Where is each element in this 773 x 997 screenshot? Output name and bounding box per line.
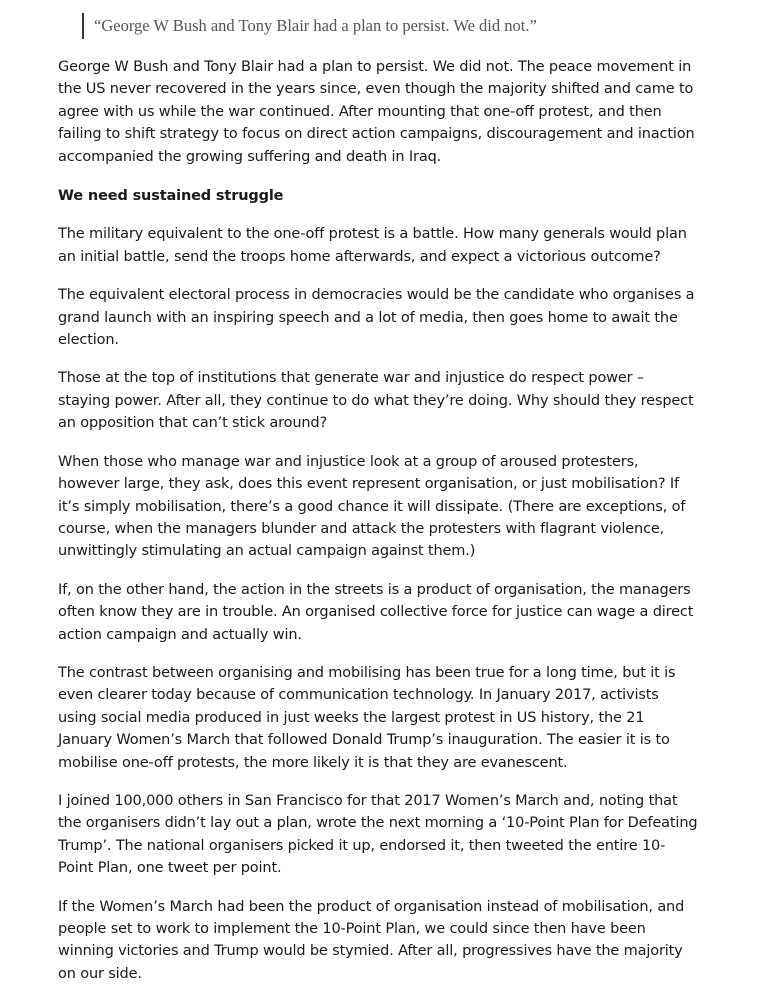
text-line: January Women’s March that followed Donald Trump’s inauguration. The easier it is to [58,732,670,749]
text-line: course, when the managers blunder and attack the protesters with flagrant violence, [58,520,665,537]
text-line: Those at the top of institutions that generate war and injustice do respect power – [58,370,645,387]
text-line: failing to shift strategy to focus on direct action campaigns, discouragement and inaction [58,126,695,143]
text-line: even clearer today because of communication technology. In January 2017, activists [58,687,659,704]
text-line: unwittingly stimulating an actual campaign against them.) [58,543,476,560]
text-line: Trump’. The national organisers picked it up, endorsed it, then tweeted the entire 10- [58,837,666,854]
text-line: using social media produced in just weeks the largest protest in US history, the 21 [58,709,645,726]
text-line: an initial battle, send the troops home afterwards, and expect a victorious outcome? [58,248,661,265]
text-line: staying power. After all, they continue to do what they’re doing. Why should they respect [58,392,694,409]
paragraph [58,579,703,646]
text-line: If, on the other hand, the action in the streets is a product of organisation, the managers [58,581,691,598]
text-line: it’s simply mobilisation, there’s a good chance it will dissipate. (There are exceptions, of [58,498,686,515]
text-line: George W Bush and Tony Blair had a plan to persist. We did not. The peace movement in [58,59,692,75]
text-line: the organisers didn’t lay out a plan, wrote the next morning a ‘10-Point Plan for Defeating [58,815,698,832]
text-line: agree with us while the war continued. After mounting that one-off protest, and then [58,103,662,120]
text-line: If the Women’s March had been the product of organisation instead of mobilisation, and [58,898,685,915]
text-line: the US never recovered in the years since, even though the majority shifted and came to [58,81,694,98]
text-line: The military equivalent to the one-off protest is a battle. How many generals would plan [58,226,687,243]
text-line: election. [58,332,119,349]
text-line: Point Plan, one tweet per point. [58,860,282,877]
text-line: on our side. [58,965,142,982]
text-line: The contrast between organising and mobilising has been true for a long time, but it is [58,664,676,681]
pull-quote: “George W Bush and Tony Blair had a plan to persist. We did not.” [82,13,703,39]
paragraph [58,367,703,434]
text-line: mobilise one-off protests, the more likely it is that they are evanescent. [58,754,568,771]
text-line: action campaign and actually win. [58,626,302,643]
paragraph [58,790,703,880]
section-heading: We need sustained struggle [58,188,284,205]
article [58,0,703,985]
text-line: however large, they ask, does this event represent organisation, or just mobilisation? If [58,476,680,493]
text-line: grand launch with an inspiring speech and a lot of media, then goes home to await the [58,309,678,326]
paragraph [58,223,703,268]
paragraph [58,451,703,563]
text-line: I joined 100,000 others in San Francisco for that 2017 Women’s March and, noting that [58,792,678,809]
text-line: When those who manage war and injustice look at a group of aroused protesters, [58,453,639,470]
text-line: winning victories and Trump would be stymied. After all, progressives have the majority [58,943,683,960]
paragraph [58,56,703,168]
paragraph [58,662,703,774]
text-line: The equivalent electoral process in democracies would be the candidate who organises a [58,287,695,304]
text-line: accompanied the growing suffering and death in Iraq. [58,148,442,165]
text-line: often know they are in trouble. An organised collective force for justice can wage a direct [58,604,694,621]
text-line: people set to work to implement the 10-Point Plan, we could since then have been [58,921,646,937]
text-line: an opposition that can’t stick around? [58,415,328,432]
article-body [58,56,703,985]
paragraph [58,284,703,351]
paragraph [58,896,703,986]
